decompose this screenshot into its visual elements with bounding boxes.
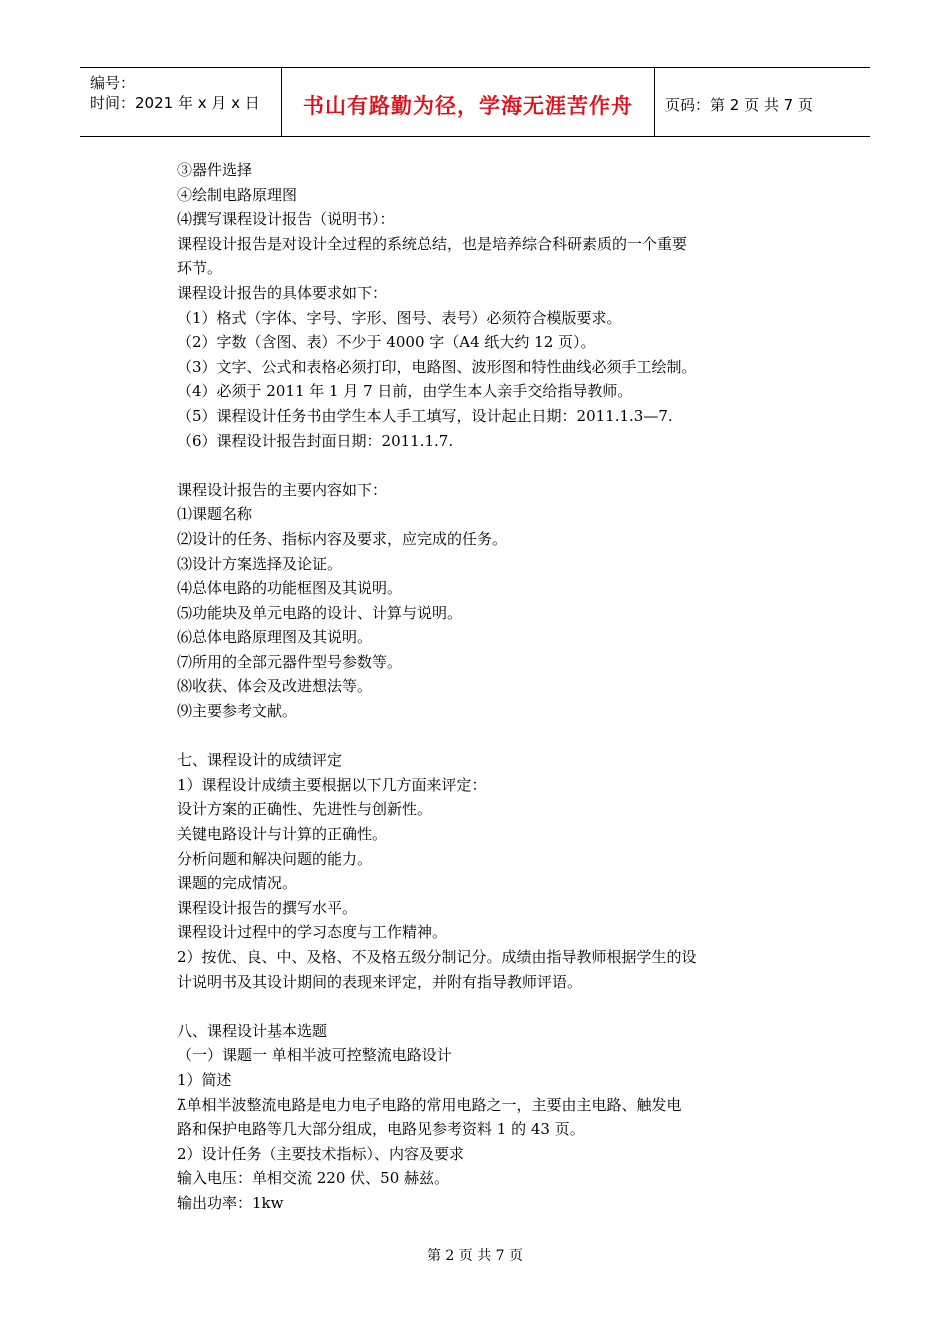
body-line: （4）必须于 2011 年 1 月 7 日前，由学生本人亲手交给指导教师。	[177, 382, 633, 401]
body-line: 分析问题和解决问题的能力。	[177, 849, 373, 868]
body-line: 课程设计报告的撰写水平。	[177, 898, 358, 917]
body-line: （3）文字、公式和表格必须打印，电路图、波形图和特性曲线必须手工绘制。	[177, 357, 697, 376]
body-line: 输入电压：单相交流 220 伏、50 赫兹。	[177, 1169, 450, 1188]
blank-line	[177, 994, 777, 1019]
body-line: 关键电路设计与计算的正确性。	[177, 825, 388, 844]
body-line: 七、课程设计的成绩评定	[177, 751, 343, 770]
body-line: （5）课程设计任务书由学生本人手工填写，设计起止日期：2011.1.3—7.	[177, 406, 673, 425]
document-number-label: 编号：	[90, 74, 136, 92]
body-line: 1）简述	[177, 1070, 232, 1089]
body-line: 课程设计报告的具体要求如下：	[177, 283, 388, 302]
body-line: 课程设计过程中的学习态度与工作精神。	[177, 923, 448, 942]
body-line: 设计方案的正确性、先进性与创新性。	[177, 800, 433, 819]
header-motto-cell	[282, 68, 655, 136]
blank-line	[177, 724, 777, 749]
body-line: 课题的完成情况。	[177, 874, 298, 893]
header-page-number: 页码：第 2 页 共 7 页	[665, 96, 813, 114]
body-line: 环节。	[177, 259, 223, 278]
body-line: （1）格式（字体、字号、字形、图号、表号）必须符合模版要求。	[177, 308, 622, 327]
body-line: （一）课题一 单相半波可控整流电路设计	[177, 1046, 452, 1065]
body-line: ⑷总体电路的功能框图及其说明。	[177, 579, 403, 598]
body-line: ⑵设计的任务、指标内容及要求，应完成的任务。	[177, 529, 508, 548]
body-line: λ̄单相半波整流电路是电力电子电路的常用电路之一，主要由主电路、触发电	[177, 1095, 682, 1114]
header-page-cell	[655, 68, 870, 136]
body-line: ⑶设计方案选择及论证。	[177, 554, 343, 573]
body-line: ⑻收获、体会及改进想法等。	[177, 677, 373, 696]
body-line: ⑺所用的全部元器件型号参数等。	[177, 652, 403, 671]
header-info-cell	[80, 68, 282, 136]
body-line: 路和保护电路等几大部分组成，电路见参考资料 1 的 43 页。	[177, 1120, 585, 1139]
body-line: 输出功率：1kw	[177, 1193, 284, 1212]
body-line: 课程设计报告的主要内容如下：	[177, 480, 388, 499]
blank-line	[177, 453, 777, 478]
document-body	[177, 158, 777, 1216]
body-line: ⑴课题名称	[177, 505, 253, 524]
body-line: 2）设计任务（主要技术指标）、内容及要求	[177, 1144, 465, 1163]
header-motto: 书山有路勤为径，学海无涯苦作舟	[303, 94, 633, 118]
body-line: ③器件选择	[177, 161, 253, 179]
document-time-label: 时间：2021 年 x 月 x 日	[90, 94, 260, 112]
body-line: （2）字数（含图、表）不少于 4000 字（A4 纸大约 12 页）。	[177, 333, 596, 352]
body-line: （6）课程设计报告封面日期：2011.1.7.	[177, 431, 454, 450]
body-line: 课程设计报告是对设计全过程的系统总结，也是培养综合科研素质的一个重要	[177, 234, 688, 253]
body-line: ⑸功能块及单元电路的设计、计算与说明。	[177, 603, 463, 622]
body-line: 1）课程设计成绩主要根据以下几方面来评定：	[177, 775, 487, 794]
page-header	[80, 67, 870, 137]
body-line: 计说明书及其设计期间的表现来评定，并附有指导教师评语。	[177, 972, 583, 991]
body-line: 2）按优、良、中、及格、不及格五级分制记分。成绩由指导教师根据学生的设	[177, 948, 697, 966]
page-footer: 第 2 页 共 7 页	[426, 1248, 524, 1264]
body-line: 八、课程设计基本选题	[177, 1021, 328, 1040]
body-line: ⑼主要参考文献。	[177, 702, 298, 721]
body-line: ⑷撰写课程设计报告（说明书）：	[177, 210, 395, 229]
body-line: ⑹总体电路原理图及其说明。	[177, 628, 373, 647]
body-line: ④绘制电路原理图	[177, 185, 298, 204]
